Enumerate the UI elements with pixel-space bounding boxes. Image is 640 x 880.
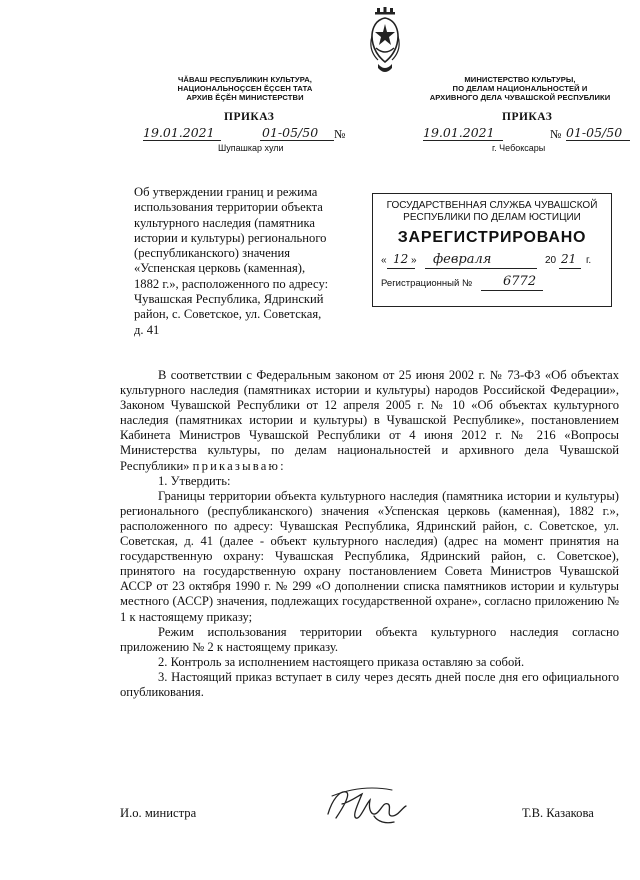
title-line: район, с. Советское, ул. Советская, <box>134 307 322 322</box>
title-line: 1882 г.», расположенного по адресу: <box>134 276 329 291</box>
title-line: использования территории объекта <box>134 200 323 215</box>
stamp-year-underline <box>559 268 581 269</box>
stamp-day-underline <box>387 268 415 269</box>
body-paragraph-3: Границы территории объекта культурного наследия (памятника истории и культуры) регионального (республиканского) значения «Успенская церковь (каменная), 1882 г.», расположенного по адресу: Чувашская Республика, Ядринский район, с. Советское, ул. Советская, д. 41 (далее - объект культурного наследия) (адрес на момент принятия на государственную охрану: Чувашская Республика, Ядринский район, с. Советское), принятого на государственную охрану постановлением Совета Министров Чувашской АССР от 23 октября 1990 г. № 299 «О дополнении списка памятников истории и культуры местного (АССР) значения, подлежащих государственной охране», согласно приложению № 1 к настоящему приказу; <box>120 488 619 624</box>
chuvash-emblem-icon <box>366 6 404 78</box>
header-left-line-1: ЧĂВАШ РЕСПУБЛИКИН КУЛЬТУРА, <box>177 75 313 84</box>
order-label-left: ПРИКАЗ <box>224 111 275 123</box>
stamp-title-line-2: РЕСПУБЛИКИ ПО ДЕЛАМ ЮСТИЦИИ <box>403 211 581 223</box>
title-line: истории и культуры) регионального <box>134 230 327 245</box>
title-line: д. 41 <box>134 322 160 337</box>
stamp-year-end: г. <box>586 255 592 266</box>
date-underline-right <box>423 140 503 141</box>
body-paragraph-4: Режим использования территории объекта культурного наследия согласно приложению № 2 к настоящему приказу. <box>120 624 619 654</box>
title-line: «Успенская церковь (каменная), <box>134 261 306 276</box>
stamp-month-underline <box>425 268 537 269</box>
stamp-reg-row <box>373 274 611 292</box>
stamp-year-suffix: 21 <box>561 252 577 266</box>
title-line: культурного наследия (памятника <box>134 215 315 230</box>
stamp-reg-number: 6772 <box>503 274 537 289</box>
order-date-left: 19.01.2021 <box>143 125 215 140</box>
signatory-position: И.о. министра <box>120 806 197 820</box>
stamp-reg-label: Регистрационный № <box>381 278 473 289</box>
order-verb-spaced: приказываю: <box>192 458 286 473</box>
stamp-quote-close: » <box>411 255 417 266</box>
body-paragraph-2: 1. Утвердить: <box>158 473 231 488</box>
order-title <box>134 185 348 338</box>
header-right-line-1: МИНИСТЕРСТВО КУЛЬТУРЫ, <box>464 75 576 84</box>
ministry-name-chuvash <box>150 75 340 102</box>
stamp-month: февраля <box>433 252 492 267</box>
stamp-title-line-1: ГОСУДАРСТВЕННАЯ СЛУЖБА ЧУВАШСКОЙ <box>386 200 598 211</box>
order-label-right: ПРИКАЗ <box>502 111 553 123</box>
number-underline-left <box>260 140 334 141</box>
order-number-sign-right: № <box>550 127 562 141</box>
registration-stamp <box>372 193 612 307</box>
header-right-line-2: ПО ДЕЛАМ НАЦИОНАЛЬНОСТЕЙ И <box>452 84 588 93</box>
stamp-registered: ЗАРЕГИСТРИРОВАНО <box>397 229 587 246</box>
order-number-right: 01-05/50 <box>566 125 623 140</box>
stamp-year-prefix: 20 <box>545 255 557 266</box>
body-paragraph-5: 2. Контроль за исполнением настоящего приказа оставляю за собой. <box>158 654 525 669</box>
order-place-right: г. Чебоксары <box>492 143 546 153</box>
title-line: Чувашская Республика, Ядринский <box>134 292 324 307</box>
order-number-sign-left: № <box>334 127 346 141</box>
body-paragraph-1 <box>120 368 619 474</box>
header-left-line-3: АРХИВ ĔÇĔН МИНИСТЕРСТВИ <box>186 93 304 102</box>
handwritten-signature-icon <box>322 782 412 826</box>
title-line: (республиканского) значения <box>134 246 291 261</box>
header-left-line-2: НАЦИОНАЛЬНОÇСЕН ĔÇСЕН ТАТА <box>177 84 313 93</box>
order-number-left: 01-05/50 <box>262 125 319 140</box>
body-paragraph-6: 3. Настоящий приказ вступает в силу через десять дней после дня его официального опубликования. <box>120 669 619 699</box>
title-line: Об утверждении границ и режима <box>134 185 318 199</box>
signatory-name: Т.В. Казакова <box>522 806 594 820</box>
number-underline-right <box>566 140 630 141</box>
stamp-day: 12 <box>393 252 409 266</box>
preamble-text: В соответствии с Федеральным законом от 25 июня 2002 г. № 73-ФЗ «Об объектах культурного наследия (памятниках истории и культуры) народов Российской Федерации», Законом Чувашской Республики от 12 апреля 2005 г. № 10 «Об объектах культурного наследия (памятниках истории и культуры) в Чувашской Республике», постановлением Кабинета Министров Чувашской Республики от 4 июня 2012 г. № 216 «Вопросы Министерства культуры, по делам национальностей и архивного дела Чувашской Республики» <box>120 368 619 473</box>
order-date-right: 19.01.2021 <box>423 125 495 140</box>
stamp-date-row <box>373 251 611 271</box>
header-right-line-3: АРХИВНОГО ДЕЛА ЧУВАШСКОЙ РЕСПУБЛИКИ <box>429 93 611 102</box>
ministry-name-russian <box>420 75 620 102</box>
date-underline-left <box>143 140 221 141</box>
order-place-left: Шупашкар хули <box>218 143 284 153</box>
stamp-quote-open: « <box>381 255 387 266</box>
stamp-reg-underline <box>481 290 543 291</box>
order-body <box>120 368 619 700</box>
